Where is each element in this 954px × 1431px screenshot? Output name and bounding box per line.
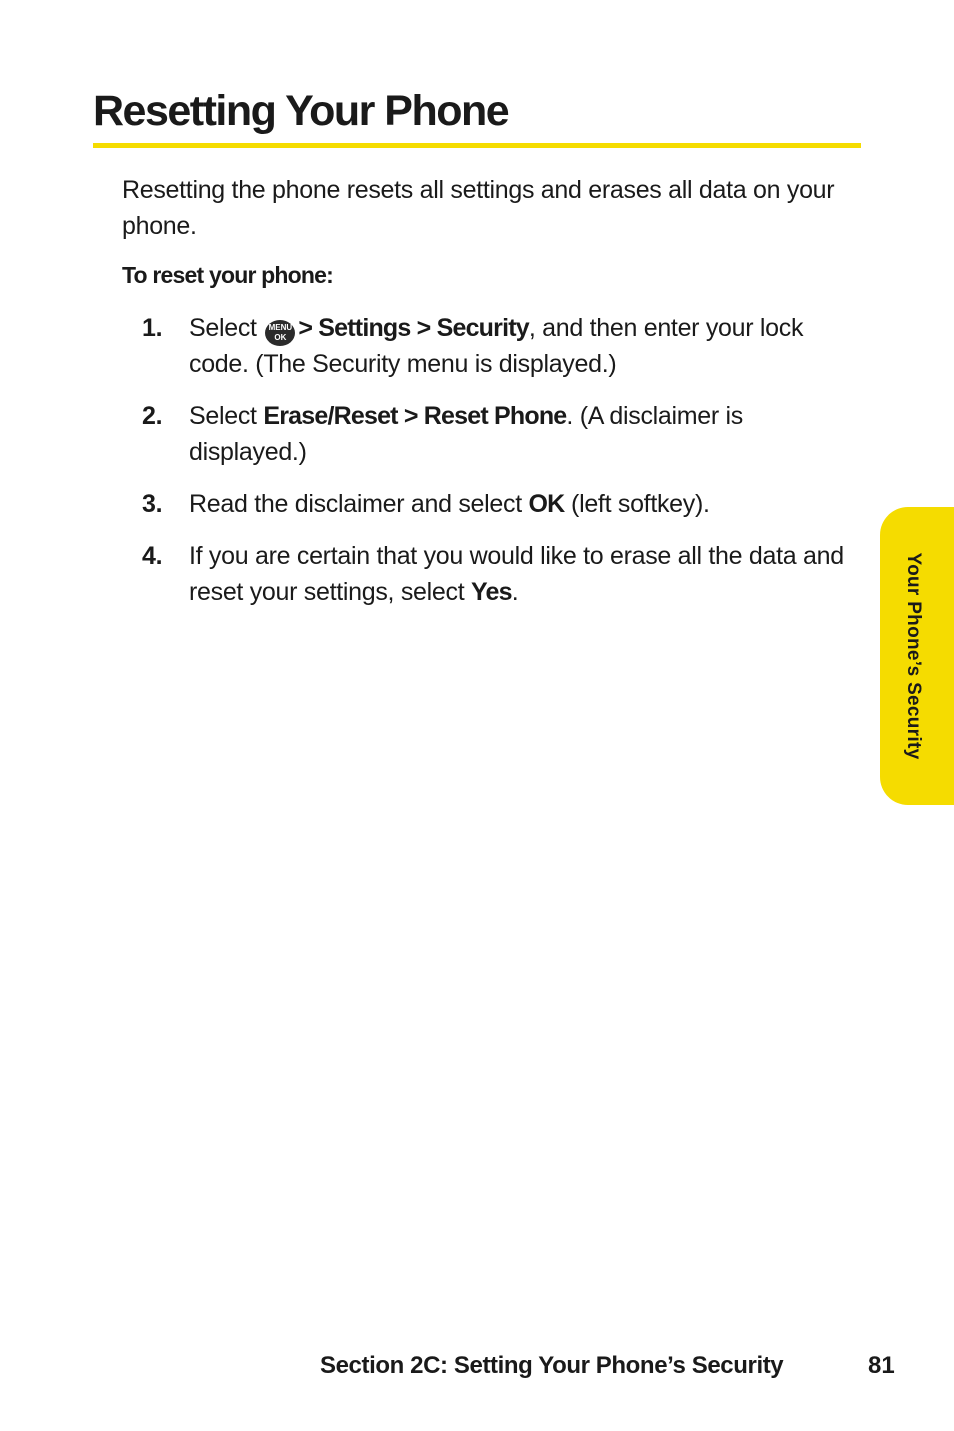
step-text: (left softkey). [564,490,710,518]
step-text: . [511,578,519,606]
step-text: If you are certain that you would like to erase all the data and reset your settings, select [189,542,844,606]
step-text: Select [189,314,264,342]
step-3 [122,486,862,522]
menu-path: > Settings > Security [298,314,529,342]
procedure-heading: To reset your phone: [122,262,334,288]
title-underline [93,143,861,148]
side-tab-label: Your Phone’s Security [903,552,924,760]
menu-icon-bottom-text: OK [274,333,287,342]
step-1 [122,310,862,382]
step-number: 2. [142,402,163,430]
key-label: Yes [471,578,512,606]
step-number: 3. [142,490,163,518]
page-title: Resetting Your Phone [93,87,509,135]
page-number: 81 [868,1352,895,1379]
key-label: OK [528,490,565,518]
step-text: Read the disclaimer and select [189,490,529,518]
step-number: 1. [142,314,163,342]
intro-paragraph: Resetting the phone resets all settings and erases all data on your phone. [122,176,835,240]
step-2 [122,398,862,470]
step-text: . (A disclaimer is displayed.) [189,402,744,466]
menu-icon-top-text: MENU [268,323,293,332]
menu-path: Erase/Reset > Reset Phone [263,402,567,430]
step-text: , and then enter your lock code. (The Security menu is displayed.) [189,314,804,378]
menu-ok-key-icon [265,320,295,346]
step-text: Select [189,402,264,430]
step-number: 4. [142,542,163,570]
step-list [122,310,862,626]
step-4 [122,538,862,610]
footer-section-title: Section 2C: Setting Your Phone’s Security [320,1352,784,1379]
